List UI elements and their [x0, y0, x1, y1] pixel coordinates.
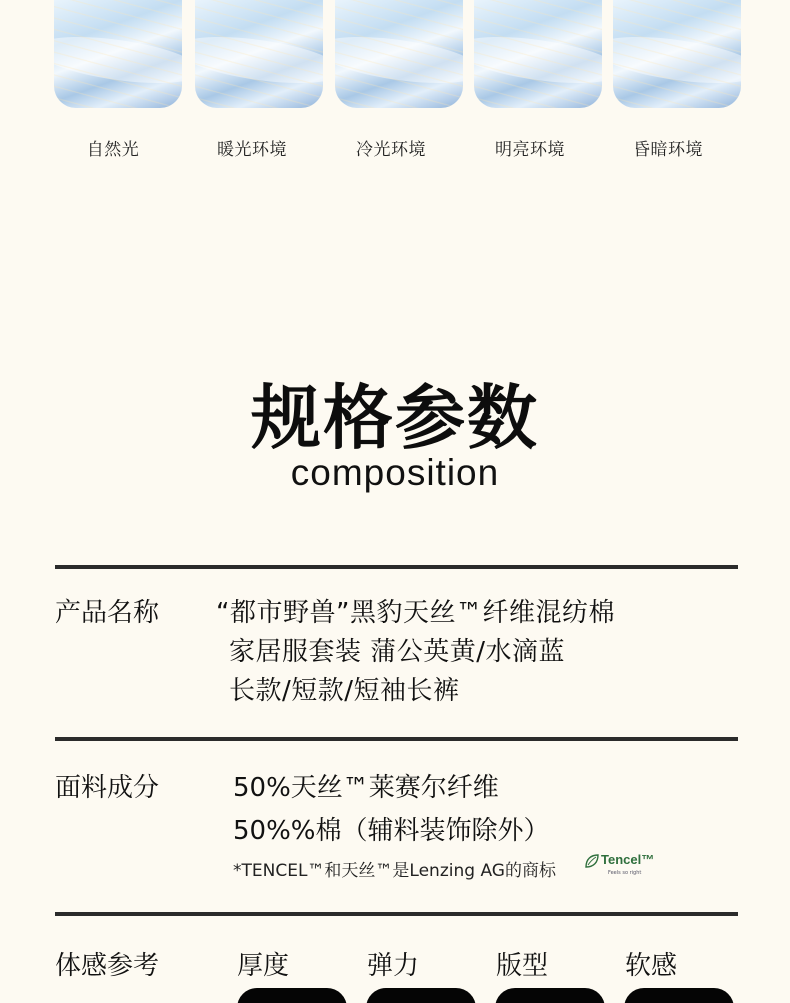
feel-fit-pill [495, 988, 605, 1003]
swatch-label: 暖光环境 [217, 140, 287, 160]
feel-thickness-heading: 厚度 [237, 951, 290, 981]
fabric-label: 面料成分 [55, 773, 160, 803]
swatch-label: 明亮环境 [495, 140, 565, 160]
feel-fit-heading: 版型 [496, 951, 549, 981]
tencel-logo [584, 852, 655, 880]
feel-softness-heading: 软感 [625, 951, 678, 981]
divider [55, 565, 738, 569]
product-name-line: 家居服套装 蒲公英黄/水滴蓝 [229, 637, 566, 667]
feel-elasticity-heading: 弹力 [367, 951, 420, 981]
divider [55, 737, 738, 741]
feel-thickness-pill [237, 988, 347, 1003]
section-subtitle: composition [290, 452, 500, 493]
fabric-swatch-natural [54, 0, 182, 108]
swatch-label: 昏暗环境 [633, 140, 703, 160]
lighting-swatches [0, 0, 790, 170]
tencel-tagline: Feels so right [608, 870, 642, 876]
trademark-note: *TENCEL™和天丝™是Lenzing AG的商标 [233, 861, 556, 881]
product-name-line: “都市野兽”黑豹天丝™纤维混纺棉 [216, 598, 615, 628]
fabric-line: 50%%棉（辅料装饰除外） [233, 816, 550, 846]
swatch-label: 自然光 [86, 140, 140, 160]
product-name-label: 产品名称 [55, 598, 160, 628]
swatch-label: 冷光环境 [356, 140, 426, 160]
product-name-line: 长款/短款/短袖长裤 [229, 676, 460, 706]
tencel-brand: Tencel™ [601, 852, 655, 867]
fabric-swatch-bright [474, 0, 602, 108]
fabric-swatch-cool [335, 0, 463, 108]
tencel-leaf-icon [584, 853, 600, 869]
fabric-line: 50%天丝™莱赛尔纤维 [233, 773, 499, 803]
feel-label: 体感参考 [55, 951, 160, 981]
feel-elasticity-pill [366, 988, 476, 1003]
section-title: 规格参数 [251, 377, 539, 459]
divider [55, 912, 738, 916]
fabric-swatch-dim [613, 0, 741, 108]
feel-softness-pill [624, 988, 734, 1003]
fabric-swatch-warm [195, 0, 323, 108]
